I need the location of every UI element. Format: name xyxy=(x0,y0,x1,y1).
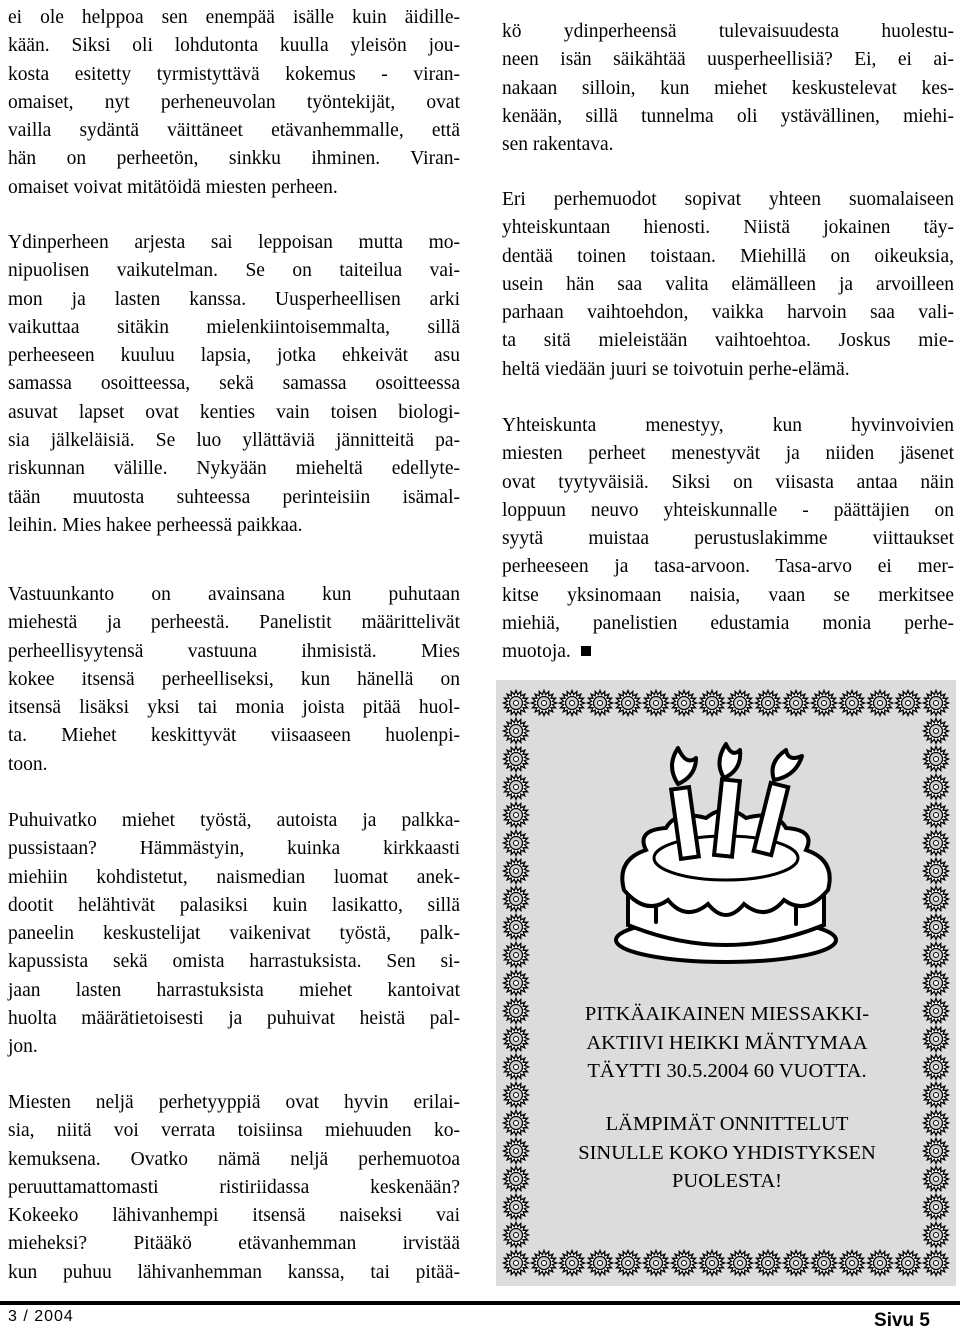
sun-ornament-icon xyxy=(644,1251,669,1276)
text-line: miehiä, panelistien edustamia monia perhe- xyxy=(502,613,954,635)
sun-ornament-icon xyxy=(728,691,753,716)
announcement-line: PITKÄAIKAINEN MIESSAKKI- xyxy=(584,1003,870,1025)
sun-ornament-icon xyxy=(504,943,529,968)
text-line: parhaan vaihtoehdon, vaikka harvoin saa vali- xyxy=(502,302,954,324)
sun-ornament-icon xyxy=(700,1251,725,1276)
text-line: heltä viedään juuri se toivotuin perhe-elämä. xyxy=(502,358,850,380)
sun-ornament-icon xyxy=(504,691,529,716)
text-line: yhteiskuntaan hienosti. Niistä jokainen täy- xyxy=(502,217,954,239)
text-line: Vastuunkanto on avainsana kun puhutaan xyxy=(8,584,460,605)
sun-ornament-icon xyxy=(840,691,865,716)
announcement-line: AKTIIVI HEIKKI MÄNTYMAA xyxy=(586,1031,868,1054)
sun-ornament-icon xyxy=(924,719,949,744)
birthday-announcement xyxy=(532,1000,922,1086)
sun-ornament-icon xyxy=(616,1251,641,1276)
sun-ornament-icon xyxy=(756,691,781,716)
sun-ornament-icon xyxy=(812,1251,837,1276)
sun-ornament-icon xyxy=(924,859,949,884)
issue-number: 3 / 2004 xyxy=(8,1308,74,1325)
text-line: Yhteiskunta menestyy, kun hyvinvoivien xyxy=(502,415,954,436)
text-line: sen rakentava. xyxy=(502,134,614,156)
sun-ornament-icon xyxy=(560,691,585,716)
sun-ornament-icon xyxy=(504,1027,529,1052)
sun-ornament-icon xyxy=(504,887,529,912)
sun-ornament-icon xyxy=(504,1139,529,1164)
text-line: vailla sydäntä väittäneet etävanhemmalle, että xyxy=(8,120,460,142)
text-line: ovat tyytyväisiä. Siksi on viisasta antaa näin xyxy=(502,471,954,493)
footer-divider xyxy=(0,1301,960,1305)
text-line: pussistaan? Hämmästyin, kuinka kirkkaasti xyxy=(8,838,460,860)
text-line: Ydinperheen arjesta sai leppoisan mutta mo- xyxy=(8,232,460,253)
sun-ornament-icon xyxy=(504,1251,529,1276)
sun-ornament-icon xyxy=(504,859,529,884)
paragraph xyxy=(8,807,460,1062)
paragraph xyxy=(502,18,954,159)
birthday-greeting xyxy=(532,1110,922,1196)
sun-ornament-icon xyxy=(896,1251,921,1276)
text-line: itsensä lisäksi yksi tai monia joista pitää huol- xyxy=(8,697,460,719)
text-line: omaiset, nyt perheneuvolan työntekijät, ovat xyxy=(8,91,460,113)
paragraph xyxy=(502,186,954,384)
sun-ornament-icon xyxy=(924,831,949,856)
sun-ornament-icon xyxy=(728,1251,753,1276)
text-line: hän on perheetön, sinkku ihminen. Viran- xyxy=(8,148,460,170)
sun-ornament-icon xyxy=(924,887,949,912)
text-line: riskunnan välille. Nykyään mieheltä edellyte- xyxy=(8,458,460,480)
paragraph xyxy=(8,1089,460,1287)
text-line: sia, niitä voi verrata toisiinsa miehuuden ko- xyxy=(8,1120,460,1142)
text-line: miehestä ja perheestä. Panelistit määrittelivät xyxy=(8,612,460,634)
sun-ornament-icon xyxy=(812,691,837,716)
text-line xyxy=(502,638,954,666)
text-line: Kokeeko lähivanhempi itsensä naiseksi vai xyxy=(8,1205,460,1227)
text-line: neen isän säikähtää uusperheellisiä? Ei, ei ai- xyxy=(502,49,954,71)
text-line: paneelin keskustelijat vaikenivat työstä, palk- xyxy=(8,923,460,945)
sun-ornament-icon xyxy=(868,691,893,716)
end-of-article-mark xyxy=(581,646,591,656)
birthday-announcement-box xyxy=(496,680,956,1286)
birthday-cake-icon xyxy=(606,740,846,970)
text-line: dentää toinen toistaan. Miehillä on oikeuksia, xyxy=(502,245,954,267)
sun-ornament-icon xyxy=(504,747,529,772)
sun-ornament-icon xyxy=(504,1083,529,1108)
sun-ornament-icon xyxy=(700,691,725,716)
sun-ornament-icon xyxy=(868,1251,893,1276)
text-line: kapussista sekä omista harrastuksista. Sen si- xyxy=(8,951,460,973)
sun-ornament-icon xyxy=(504,1055,529,1080)
sun-ornament-icon xyxy=(924,747,949,772)
text-line: nipuolisen vaikutelman. Se on taiteilua vai- xyxy=(8,260,460,282)
text-line: jaan lasten harrastuksista miehet kantoivat xyxy=(8,979,460,1001)
greeting-line: LÄMPIMÄT ONNITTELUT xyxy=(605,1113,849,1135)
sun-ornament-icon xyxy=(504,719,529,744)
text-line: kenään, sillä tunnelma oli ystävällinen, miehi- xyxy=(502,105,954,127)
text-line: mon ja lasten kanssa. Uusperheellisen arki xyxy=(8,288,460,310)
sun-ornament-icon xyxy=(504,1167,529,1192)
sun-ornament-icon xyxy=(924,1111,949,1136)
sun-ornament-icon xyxy=(504,1223,529,1248)
page-number: Sivu 5 xyxy=(874,1310,930,1331)
text-line: mieheksi? Pitääkö etävanhemman irvistää xyxy=(8,1233,460,1255)
sun-ornament-icon xyxy=(504,803,529,828)
sun-ornament-icon xyxy=(924,1027,949,1052)
paragraph xyxy=(8,4,460,202)
text-line: toon. xyxy=(8,753,48,775)
sun-ornament-icon xyxy=(924,971,949,996)
sun-ornament-icon xyxy=(896,691,921,716)
sun-ornament-icon xyxy=(532,1251,557,1276)
sun-ornament-icon xyxy=(504,971,529,996)
text-line: leihin. Mies hakee perheessä paikkaa. xyxy=(8,514,303,536)
text-line: perheeseen kuuluu lapsia, jotka ehkeivät asu xyxy=(8,345,460,367)
text-line: Miesten neljä perhetyyppiä ovat hyvin erilai- xyxy=(8,1092,460,1113)
sun-ornament-icon xyxy=(924,775,949,800)
text-line: samassa osoitteessa, sekä samassa osoitteessa xyxy=(8,373,460,395)
sun-ornament-icon xyxy=(504,1111,529,1136)
sun-ornament-icon xyxy=(924,803,949,828)
sun-ornament-icon xyxy=(504,831,529,856)
text-line: ei ole helppoa sen enempää isälle kuin äidille- xyxy=(8,7,460,28)
text-line: asuvat lapset ovat kenties vain toisen biologi- xyxy=(8,401,460,423)
sun-ornament-icon xyxy=(756,1251,781,1276)
sun-ornament-icon xyxy=(672,1251,697,1276)
sun-ornament-icon xyxy=(560,1251,585,1276)
text-line: ta. Miehet keskittyvät viisaaseen huolenpi- xyxy=(8,725,460,747)
text-line: perheellisyytensä vastuuna ihmisistä. Mies xyxy=(8,640,460,662)
sun-ornament-icon xyxy=(924,1139,949,1164)
text-line: loppuun neuvo yhteiskunnalle - päättäjien on xyxy=(502,499,954,521)
text-line: sia jälkeläisiä. Se luo yllättäviä jännitteitä pa- xyxy=(8,430,460,452)
text-line: kitse yksinomaan naisia, vaan se merkitsee xyxy=(502,584,954,606)
sun-ornament-icon xyxy=(616,691,641,716)
text-line: nakaan silloin, kun miehet keskustelevat kes- xyxy=(502,77,954,99)
sun-ornament-icon xyxy=(784,691,809,716)
sun-ornament-icon xyxy=(588,691,613,716)
paragraph xyxy=(8,581,460,779)
sun-ornament-icon xyxy=(924,1251,949,1276)
text-line: kö ydinperheensä tulevaisuudesta huolestu- xyxy=(502,21,954,42)
text-line: syytä muistaa perustuslakimme viittaukset xyxy=(502,528,954,550)
sun-ornament-icon xyxy=(504,775,529,800)
sun-ornament-icon xyxy=(840,1251,865,1276)
announcement-line: TÄYTTI 30.5.2004 60 VUOTTA. xyxy=(587,1060,867,1082)
text-line: vaikuttaa sitäkin mielenkiintoisemmalta, sillä xyxy=(8,316,460,338)
text-line: kosta esitetty tyrmistyttävä kokemus - viran- xyxy=(8,63,460,85)
text-line: tään muutosta suhteessa perinteisiin isämal- xyxy=(8,486,460,508)
sun-ornament-icon xyxy=(532,691,557,716)
text-line: kun puhuu lähivanhemman kanssa, tai pitää- xyxy=(8,1261,460,1283)
sun-ornament-icon xyxy=(588,1251,613,1276)
sun-ornament-icon xyxy=(504,915,529,940)
text-line: ta sitä mieleistään vaihtoehtoa. Joskus mie- xyxy=(502,330,954,352)
sun-ornament-icon xyxy=(504,999,529,1024)
sun-ornament-icon xyxy=(924,1195,949,1220)
text-line-content: muotoja. xyxy=(502,641,571,663)
sun-ornament-icon xyxy=(672,691,697,716)
text-line: usein hän saa valita elämälleen ja arvoilleen xyxy=(502,273,954,295)
greeting-line: SINULLE KOKO YHDISTYKSEN xyxy=(578,1141,876,1164)
text-line: jon. xyxy=(8,1036,38,1058)
text-line: kään. Siksi oli lohdutonta kuulla yleisön jou- xyxy=(8,35,460,57)
sun-ornament-icon xyxy=(924,999,949,1024)
sun-ornament-icon xyxy=(924,943,949,968)
sun-ornament-icon xyxy=(924,691,949,716)
sun-ornament-icon xyxy=(504,1195,529,1220)
sun-ornament-icon xyxy=(924,1167,949,1192)
sun-ornament-icon xyxy=(924,1083,949,1108)
paragraph xyxy=(8,229,460,540)
sun-ornament-icon xyxy=(924,1223,949,1248)
text-line: perheeseen ja tasa-arvoon. Tasa-arvo ei mer- xyxy=(502,556,954,578)
text-line: Eri perhemuodot sopivat yhteen suomalaiseen xyxy=(502,189,954,210)
sun-ornament-icon xyxy=(644,691,669,716)
text-line: kemuksena. Ovatko nämä neljä perhemuotoa xyxy=(8,1148,460,1170)
text-line: miehiin kohdistetut, naismedian luomat anek- xyxy=(8,866,460,888)
text-line: Puhuivatko miehet työstä, autoista ja palkka- xyxy=(8,810,460,831)
text-line: huolta määrätietoisesti ja puhuivat heistä pal- xyxy=(8,1008,460,1030)
greeting-line: PUOLESTA! xyxy=(672,1170,782,1192)
text-line: miesten perheet menestyvät ja niiden jäsenet xyxy=(502,443,954,465)
text-line: omaiset voivat mitätöidä miesten perheen. xyxy=(8,176,338,198)
text-line: dootit helähtivät palasiksi kuin lasikatto, sillä xyxy=(8,894,460,916)
sun-ornament-icon xyxy=(784,1251,809,1276)
text-line: peruuttamattomasti ristiriidassa keskenään? xyxy=(8,1176,460,1198)
sun-ornament-icon xyxy=(924,915,949,940)
text-line: kokee itsensä perheelliseksi, kun hänellä on xyxy=(8,668,460,690)
sun-ornament-icon xyxy=(924,1055,949,1080)
paragraph xyxy=(502,412,954,667)
